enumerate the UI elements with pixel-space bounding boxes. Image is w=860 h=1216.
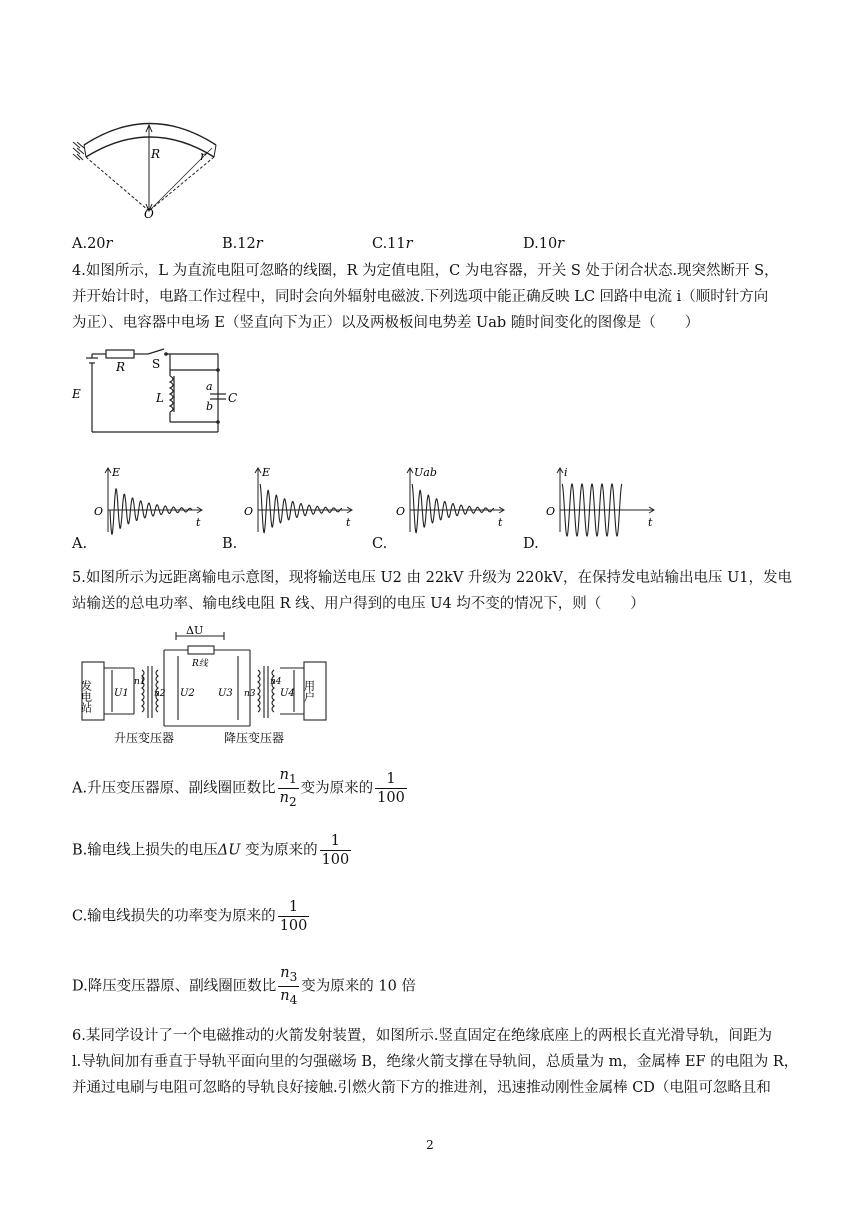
waveform xyxy=(110,489,192,534)
arc-label-O: O xyxy=(144,207,154,221)
label-n4: n4 xyxy=(270,677,282,687)
x-axis-label: t xyxy=(196,516,201,529)
graph-b xyxy=(242,464,358,540)
q3-option-b: B.12r xyxy=(222,236,263,252)
arc-label-r: r xyxy=(200,149,206,163)
label-delta-u: ΔU xyxy=(186,624,204,637)
q3-option-c: C.11r xyxy=(372,236,413,252)
q6-line-3: 并通过电刷与电阻可忽略的导轨良好接触.引燃火箭下方的推进剂，迅速推动刚性金属棒 CD（电阻可忽略且和 xyxy=(72,1080,771,1096)
label-user: 用户 xyxy=(302,680,316,702)
q5-option-a: A.升压变压器原、副线圈匝数比 $\frac{n_1}{n_2}$ 变为原来的 $\frac{1}{100}$ xyxy=(72,767,405,809)
origin-label: O xyxy=(94,505,104,518)
label-r-line: R线 xyxy=(192,659,208,669)
label-station: 发电站 xyxy=(79,680,93,713)
q4-option-d: D. xyxy=(523,536,539,552)
q5-option-d: D.降压变压器原、副线圈匝数比 $\frac{n_3}{n_4}$ 变为原来的 10 倍 xyxy=(72,965,416,1007)
waveform xyxy=(412,484,494,533)
q5-line-1: 5.如图所示为远距离输电示意图，现将输送电压 U2 由 22kV 升级为 220kV，在保持发电站输出电压 U1，发电 xyxy=(72,570,793,586)
q5-option-c: C.输电线损失的功率变为原来的 $\frac{1}{100}$ xyxy=(72,899,308,934)
y-axis-label: E xyxy=(112,466,121,479)
q6-line-1: 6.某同学设计了一个电磁推动的火箭发射装置，如图所示.竖直固定在绝缘底座上的两根长直光滑导轨，间距为 xyxy=(72,1028,772,1044)
label-n2: n2 xyxy=(154,689,166,699)
y-axis-label: Uab xyxy=(414,466,437,479)
q6-line-2: l.导轨间加有垂直于导轨平面向里的匀强磁场 B，绝缘火箭支撑在导轨间，总质量为 m，金属棒 EF 的电阻为 R， xyxy=(72,1054,799,1070)
transmission-diagram xyxy=(78,620,338,750)
q4-option-c: C. xyxy=(372,536,388,552)
graph-d xyxy=(544,464,660,540)
q5-option-b: B.输电线上损失的电压ΔU 变为原来的 $\frac{1}{100}$ xyxy=(72,833,350,868)
x-axis-label: t xyxy=(648,516,653,529)
lc-circuit xyxy=(70,346,250,438)
arc-label-R: R xyxy=(151,147,161,161)
circuit-label-L: L xyxy=(156,391,164,405)
circuit-label-S: S xyxy=(152,357,161,371)
label-u4: U4 xyxy=(280,688,295,699)
label-step-down: 降压变压器 xyxy=(224,731,285,745)
y-axis-label: i xyxy=(564,466,568,479)
label-u3: U3 xyxy=(218,688,233,699)
origin-label: O xyxy=(396,505,406,518)
circuit-label-E: E xyxy=(72,387,81,401)
x-axis-label: t xyxy=(498,516,503,529)
graph-a xyxy=(92,464,208,540)
page-number: 2 xyxy=(426,1138,434,1152)
q4-option-b: B. xyxy=(222,536,238,552)
label-u2: U2 xyxy=(180,688,195,699)
q3-option-d: D.10r xyxy=(523,236,565,252)
y-axis-label: E xyxy=(262,466,271,479)
circuit-label-C: C xyxy=(228,391,238,405)
q5-line-2: 站输送的总电功率、输电线电阻 R 线、用户得到的电压 U4 均不变的情况下，则（ ） xyxy=(72,596,645,612)
circuit-label-R: R xyxy=(116,360,126,374)
x-axis-label: t xyxy=(346,516,351,529)
origin-label: O xyxy=(546,505,556,518)
q4-line-3: 为正）、电容器中电场 E（竖直向下为正）以及两极板间电势差 Uab 随时间变化的图像是（ ） xyxy=(72,315,700,331)
arc-figure xyxy=(66,112,226,222)
q4-option-a: A. xyxy=(72,536,88,552)
circuit-label-a: a xyxy=(206,380,213,393)
label-step-up: 升压变压器 xyxy=(114,731,175,745)
q3-option-a: A.20r xyxy=(72,236,113,252)
label-n1: n1 xyxy=(134,677,146,687)
q4-line-1: 4.如图所示，L 为直流电阻可忽略的线圈，R 为定值电阻，C 为电容器，开关 S 处于闭合状态.现突然断开 S， xyxy=(72,263,779,279)
label-u1: U1 xyxy=(114,688,129,699)
circuit-label-b: b xyxy=(206,400,214,413)
label-n3: n3 xyxy=(244,689,256,699)
waveform xyxy=(260,484,342,533)
origin-label: O xyxy=(244,505,254,518)
graph-c xyxy=(394,464,510,540)
q4-line-2: 并开始计时，电路工作过程中，同时会向外辐射电磁波.下列选项中能正确反映 LC 回路中电流 i（顺时针方向 xyxy=(72,289,769,305)
